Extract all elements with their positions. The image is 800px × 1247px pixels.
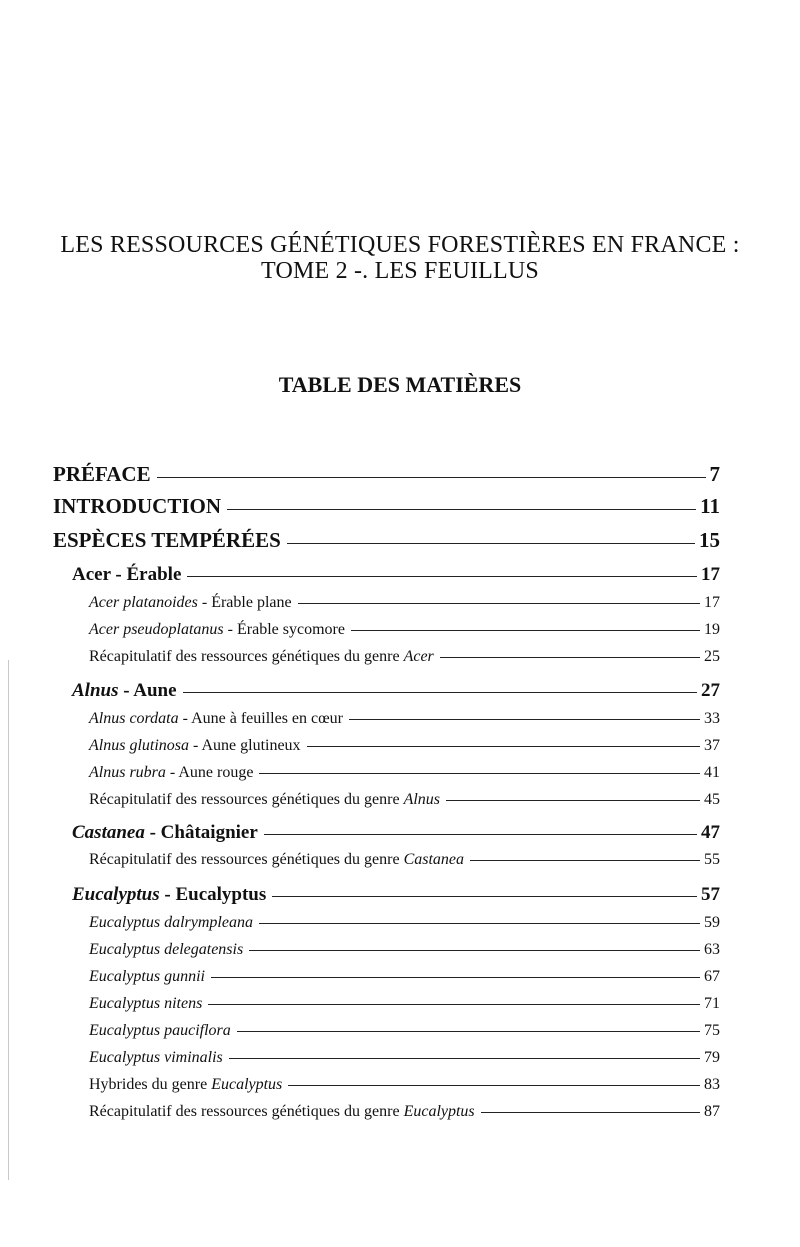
toc-leader-line [237,1031,700,1032]
toc-page-number: 45 [704,791,720,808]
toc-page-number: 19 [704,621,720,638]
toc-page-number: 83 [704,1076,720,1093]
toc-entry-eucalyptus[interactable] [72,884,720,910]
toc-label: Hybrides du genre Eucalyptus [89,1076,283,1093]
toc-leader-line [440,657,700,658]
toc-entry-acer[interactable] [72,564,720,590]
toc-page-number: 57 [701,884,720,905]
toc-leader-line [183,692,697,693]
toc-leader-line [288,1085,700,1086]
toc-leader-line [481,1112,700,1113]
toc-page-number: 27 [701,680,720,701]
toc-label: Récapitulatif des ressources génétiques du genre Acer [89,648,434,665]
toc-leader-line [307,746,700,747]
toc-entry-alnus-glutinosa[interactable] [89,737,720,761]
toc-page-number: 59 [704,914,720,931]
toc-leader-line [259,923,700,924]
toc-page-number: 79 [704,1049,720,1066]
toc-label: Eucalyptus - Eucalyptus [72,884,267,905]
toc-leader-line [229,1058,700,1059]
toc-label: Eucalyptus gunnii [89,968,205,985]
toc-label: Acer platanoides - Érable plane [89,594,292,611]
document-title-line-2: TOME 2 -. LES FEUILLUS [261,258,539,284]
toc-entry-eucalyptus-delegatensis[interactable] [89,941,720,965]
toc-entry-alnus-recap[interactable] [89,791,720,815]
toc-page-number: 37 [704,737,720,754]
toc-page-number: 41 [704,764,720,781]
toc-leader-line [272,896,697,897]
toc-leader-line [187,576,697,577]
toc-label: Eucalyptus pauciflora [89,1022,231,1039]
toc-leader-line [470,860,700,861]
toc-label: INTRODUCTION [53,494,222,518]
toc-label: Acer - Érable [72,564,182,585]
toc-label: Acer pseudoplatanus - Érable sycomore [89,621,345,638]
toc-entry-alnus-rubra[interactable] [89,764,720,788]
toc-leader-line [351,630,700,631]
toc-label: Alnus - Aune [72,680,177,701]
toc-leader-line [157,477,706,478]
toc-page-number: 7 [709,462,720,486]
toc-entry-introduction[interactable] [53,494,720,524]
toc-label: Alnus cordata - Aune à feuilles en cœur [89,710,344,727]
toc-entry-castanea-recap[interactable] [89,851,720,875]
toc-entry-eucalyptus-viminalis[interactable] [89,1049,720,1073]
toc-entry-castanea[interactable] [72,822,720,848]
toc-entry-acer-recap[interactable] [89,648,720,672]
toc-page-number: 33 [704,710,720,727]
toc-entry-eucalyptus-nitens[interactable] [89,995,720,1019]
toc-page-number: 17 [701,564,720,585]
toc-entry-eucalyptus-hybrides[interactable] [89,1076,720,1100]
toc-leader-line [227,509,696,510]
toc-page-number: 15 [699,528,720,552]
toc-entry-alnus-cordata[interactable] [89,710,720,734]
toc-leader-line [349,719,700,720]
toc-entry-eucalyptus-dalrympleana[interactable] [89,914,720,938]
toc-page-number: 55 [704,851,720,868]
toc-entry-eucalyptus-gunnii[interactable] [89,968,720,992]
scan-edge-mark [8,660,9,1180]
toc-leader-line [264,834,697,835]
toc-entry-acer-platanoides[interactable] [89,594,720,618]
toc-label: Récapitulatif des ressources génétiques du genre Eucalyptus [89,1103,475,1120]
toc-leader-line [287,543,695,544]
toc-entry-alnus[interactable] [72,680,720,706]
toc-page-number: 17 [704,594,720,611]
toc-leader-line [259,773,700,774]
toc-label: Eucalyptus dalrympleana [89,914,253,931]
table-of-contents-heading: TABLE DES MATIÈRES [278,372,522,397]
toc-page-number: 11 [700,494,720,518]
document-title-line-1: LES RESSOURCES GÉNÉTIQUES FORESTIÈRES EN FRANCE : [60,232,740,258]
toc-label: Eucalyptus viminalis [89,1049,223,1066]
toc-entry-especes-temperees[interactable] [53,528,720,558]
toc-entry-eucalyptus-recap[interactable] [89,1103,720,1127]
toc-entry-preface[interactable] [53,462,720,492]
toc-label: Récapitulatif des ressources génétiques du genre Alnus [89,791,441,808]
toc-page-number: 75 [704,1022,720,1039]
toc-page-number: 63 [704,941,720,958]
toc-leader-line [446,800,700,801]
toc-label: Alnus glutinosa - Aune glutineux [89,737,301,754]
toc-leader-line [208,1004,700,1005]
toc-label: Eucalyptus delegatensis [89,941,244,958]
toc-label: Alnus rubra - Aune rouge [89,764,254,781]
toc-leader-line [298,603,700,604]
toc-leader-line [249,950,700,951]
toc-page-number: 71 [704,995,720,1012]
toc-label: ESPÈCES TEMPÉRÉES [53,528,281,552]
toc-entry-eucalyptus-pauciflora[interactable] [89,1022,720,1046]
toc-label: Récapitulatif des ressources génétiques du genre Castanea [89,851,465,868]
toc-page-number: 25 [704,648,720,665]
toc-page-number: 67 [704,968,720,985]
toc-label: Eucalyptus nitens [89,995,203,1012]
toc-leader-line [211,977,700,978]
toc-label: PRÉFACE [53,462,151,486]
toc-page-number: 87 [704,1103,720,1120]
toc-page-number: 47 [701,822,720,843]
toc-label: Castanea - Châtaignier [72,822,258,843]
toc-entry-acer-pseudoplatanus[interactable] [89,621,720,645]
